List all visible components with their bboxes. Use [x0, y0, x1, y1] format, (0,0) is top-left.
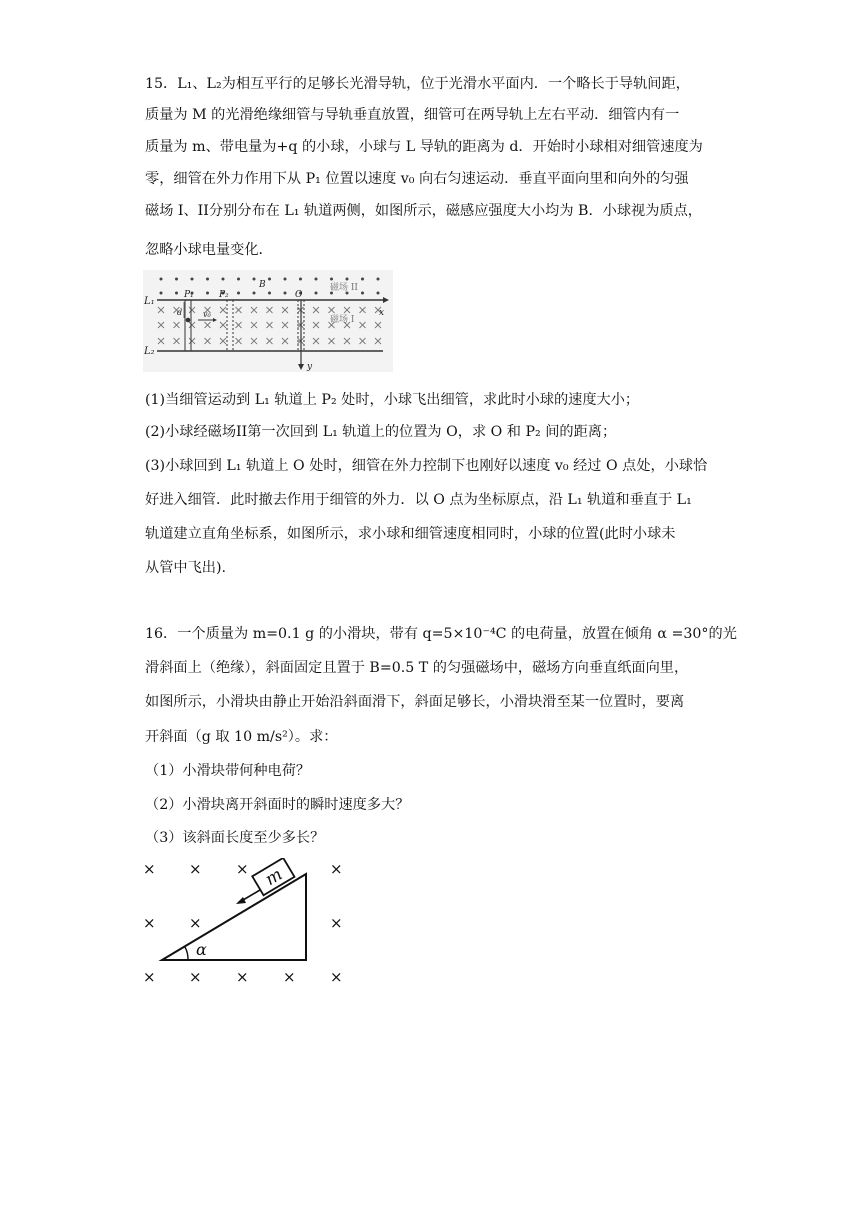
label-b: B [259, 280, 266, 290]
q16-line-4: 开斜面（g 取 10 m/s²）。求： [145, 729, 338, 745]
field-dot [237, 278, 240, 281]
q16-question-3: （3）该斜面长度至少多长？ [145, 830, 325, 846]
field-dot [315, 292, 318, 295]
field-dot [253, 278, 256, 281]
field-dot [206, 278, 209, 281]
label-v0: v₀ [203, 310, 211, 319]
q15-line-6: 忽略小球电量变化． [145, 242, 273, 258]
field-dot [191, 278, 194, 281]
field-dot [361, 278, 364, 281]
label-y: y [307, 362, 313, 372]
field-cross: × [283, 968, 296, 986]
slider-block [252, 858, 294, 895]
field-dot [160, 292, 163, 295]
field-cross: × [236, 968, 249, 986]
field-dot [377, 292, 380, 295]
field-dot [284, 278, 287, 281]
field-dot [160, 278, 163, 281]
field-cross: × [330, 860, 343, 878]
q16-question-1: （1）小滑块带何种电荷？ [145, 763, 311, 779]
q16-line-3: 如图所示，小滑块由静止开始沿斜面滑下，斜面足够长，小滑块滑至某一位置时，要离 [145, 694, 685, 710]
q16-question-2: （2）小滑块离开斜面时的瞬时速度多大？ [145, 797, 410, 813]
q15-question-3b: 好进入细管．此时撤去作用于细管的外力．以 O 点为坐标原点，沿 L₁ 轨道和垂直于 L₁ [145, 492, 692, 508]
q15-question-2: (2)小球经磁场II第一次回到 L₁ 轨道上的位置为 O，求 O 和 P₂ 间的距离； [145, 424, 617, 440]
field-cross: × [189, 860, 202, 878]
field-cross: × [143, 968, 156, 986]
label-p1: P₁ [184, 290, 194, 300]
angle-arc [185, 947, 188, 960]
q16-line-1: 16．一个质量为 m=0.1 g 的小滑块，带有 q=5×10⁻⁴C 的电荷量，放置在倾角 α =30°的光 [145, 626, 737, 642]
q15-line-2: 质量为 M 的光滑绝缘细管与导轨垂直放置，细管可在两导轨上左右平动．细管内有一 [145, 107, 680, 123]
q15-question-3c: 轨道建立直角坐标系，如图所示，求小球和细管速度相同时，小球的位置(此时小球未 [145, 526, 676, 542]
label-p2: P₂ [219, 290, 229, 300]
alpha-label: α [196, 940, 207, 959]
q16-line-2: 滑斜面上（绝缘），斜面固定且置于 B=0.5 T 的匀强磁场中，磁场方向垂直纸面向里， [145, 660, 689, 676]
magnetic-field-crosses [143, 860, 343, 986]
field-dot [284, 292, 287, 295]
q15-figure [143, 270, 393, 372]
field-dot [206, 292, 209, 295]
field-dot [361, 292, 364, 295]
field-dot [377, 278, 380, 281]
field-dot [268, 292, 271, 295]
field-cross: × [189, 968, 202, 986]
field-dot [175, 292, 178, 295]
q16-figure [140, 858, 355, 986]
ball [186, 318, 191, 323]
q15-line-5: 磁场 I、II分别分布在 L₁ 轨道两侧，如图所示，磁感应强度大小均为 B．小球视为质点， [145, 203, 702, 219]
label-l2: L₂ [144, 346, 155, 357]
field-dot [175, 278, 178, 281]
field-dot [346, 278, 349, 281]
field-dot [222, 278, 225, 281]
label-d: d [177, 308, 183, 317]
q15-line-1: 15．L₁、L₂为相互平行的足够长光滑导轨，位于光滑水平面内．一个略长于导轨间距， [145, 76, 690, 92]
label-o: O [295, 290, 303, 300]
block-label: m [261, 864, 286, 891]
field-cross: × [330, 968, 343, 986]
field-dot [315, 278, 318, 281]
label-field1: 磁场 I [330, 315, 355, 325]
field-cross: × [189, 914, 202, 932]
field-dot [299, 278, 302, 281]
label-x: x [379, 308, 385, 318]
field-dot [330, 278, 333, 281]
q15-question-3d: 从管中飞出). [145, 560, 226, 576]
field-cross: × [236, 860, 249, 878]
incline [162, 874, 306, 960]
field-cross: × [143, 914, 156, 932]
q15-question-1: (1)当细管运动到 L₁ 轨道上 P₂ 处时，小球飞出细管，求此时小球的速度大小； [145, 392, 640, 408]
label-l1: L₁ [144, 296, 155, 307]
q15-line-4: 零，细管在外力作用下从 P₁ 位置以速度 v₀ 向右匀速运动．垂直平面向里和向外的匀强 [145, 171, 689, 187]
field-cross: × [143, 860, 156, 878]
q15-line-3: 质量为 m、带电量为+q 的小球，小球与 L 导轨的距离为 d．开始时小球相对细管速度为 [145, 139, 703, 155]
q15-question-3a: (3)小球回到 L₁ 轨道上 O 处时，细管在外力控制下也刚好以速度 v₀ 经过 O 点处，小球恰 [145, 458, 708, 474]
field-dot [268, 278, 271, 281]
field-dot [237, 292, 240, 295]
field-dot [253, 292, 256, 295]
field-cross: × [330, 914, 343, 932]
label-field2: 磁场 II [330, 283, 358, 293]
